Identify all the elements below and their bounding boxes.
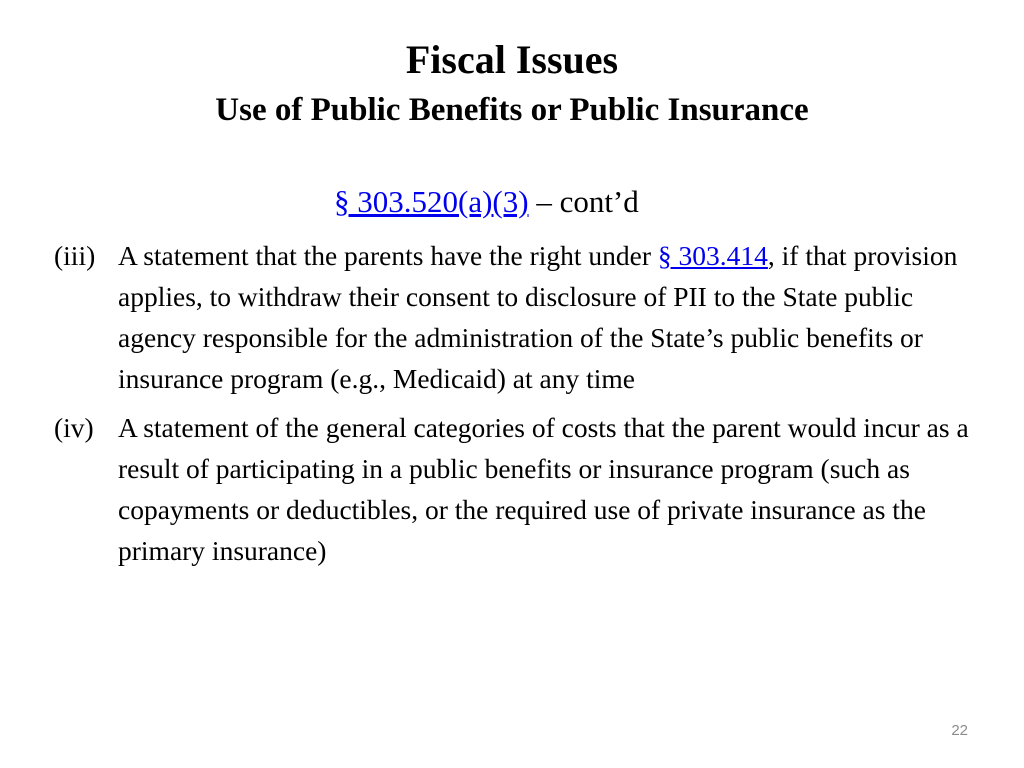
list-marker: (iv) <box>54 412 94 443</box>
section-303-520-link[interactable]: § 303.520(a)(3) <box>334 184 529 219</box>
list-item-text <box>118 235 984 399</box>
list-item-text: A statement of the general categories of costs that the parent would incur as a result of participating in a public benefits or insurance program (such as copayments or deductibles, or the required use of private insurance as the primary insurance) <box>118 412 969 566</box>
slide-subtitle: Use of Public Benefits or Public Insurance <box>215 92 809 128</box>
list-item-iv <box>54 407 984 571</box>
section-303-414-link[interactable]: § 303.414 <box>657 240 768 271</box>
section-reference <box>334 182 639 222</box>
item-text-after-link: , if that provision applies, to withdraw their consent to disclosure of PII to the State public agency responsible for the administration of the State’s public benefits or insurance program (e.g., Medicaid) at any time <box>118 240 958 394</box>
item-text-before-link: A statement that the parents have the right under <box>118 240 658 271</box>
page-number: 22 <box>951 722 968 739</box>
slide-title: Fiscal Issues <box>405 37 619 82</box>
statement-list <box>54 235 984 579</box>
section-reference-suffix: – cont’d <box>528 184 639 219</box>
list-marker: (iii) <box>54 240 96 271</box>
list-item-iii <box>54 235 984 399</box>
